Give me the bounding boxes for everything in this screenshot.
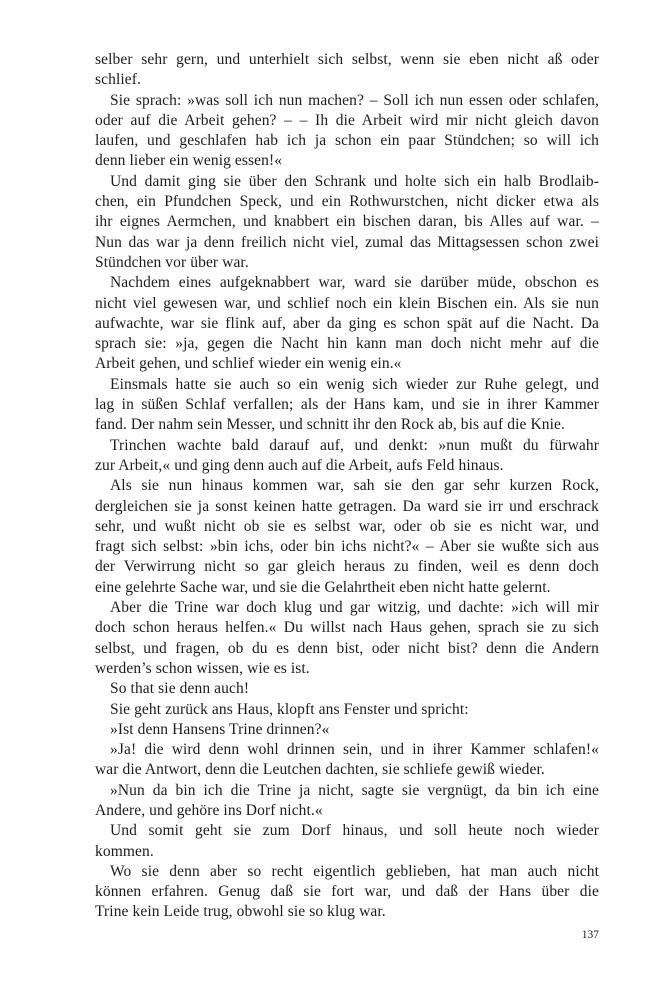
text-line: ihr eignes Aermchen, und knabbert ein bischen daran, bis Alles auf war. – <box>95 213 599 231</box>
paragraph <box>95 476 599 598</box>
paragraph <box>95 740 599 781</box>
text-line: fand. Der nahm sein Messer, und schnitt ihr den Rock ab, bis auf die Knie. <box>95 416 565 434</box>
text-line: war die Antwort, denn die Leutchen dachten, sie schliefe gewiß wieder. <box>95 761 545 779</box>
text-line: selbst, und fragen, ob du es denn bist, oder nicht bist? denn die Andern <box>95 639 599 657</box>
text-line: Aber die Trine war doch klug und gar witzig, und dachte: »ich will mir <box>110 599 599 617</box>
paragraph <box>95 172 599 273</box>
paragraph <box>95 375 599 436</box>
text-line: Sie sprach: »was soll ich nun machen? – Soll ich nun essen oder schlafen, <box>110 91 599 109</box>
paragraph <box>95 679 599 699</box>
paragraph <box>95 50 599 91</box>
text-line: Trine kein Leide trug, obwohl sie so klug war. <box>95 903 386 921</box>
text-line: Nun das war ja denn freilich nicht viel, zumal das Mittagsessen schon zwei <box>95 233 599 251</box>
text-line: sehr, und wußt nicht ob sie es selbst war, oder ob sie es nicht war, und <box>95 517 599 535</box>
text-line: dergleichen sie ja sonst keinen hatte getragen. Da ward sie irr und erschrack <box>95 497 599 515</box>
text-line: kommen. <box>95 842 154 860</box>
paragraph <box>95 720 599 740</box>
text-line: schlief. <box>95 71 141 89</box>
text-line: Sie geht zurück ans Haus, klopft ans Fenster und spricht: <box>110 700 469 718</box>
text-line: Nachdem eines aufgeknabbert war, ward sie darüber müde, obschon es <box>110 274 599 292</box>
paragraph <box>95 598 599 679</box>
text-line: eine gelehrte Sache war, und sie die Gelahrtheit eben nicht hatte gelernt. <box>95 578 551 596</box>
paragraph <box>95 862 599 923</box>
text-line: Trinchen wachte bald darauf auf, und denkt: »nun mußt du fürwahr <box>110 436 599 454</box>
text-line: »Ist denn Hansens Trine drinnen?« <box>110 720 330 738</box>
text-line: Einsmals hatte sie auch so ein wenig sich wieder zur Ruhe gelegt, und <box>110 375 599 393</box>
text-line: laufen, und geschlafen hab ich ja schon ein paar Stündchen; so will ich <box>95 132 599 150</box>
page-text <box>95 50 599 923</box>
text-line: Und damit ging sie über den Schrank und holte sich ein halb Brodlaib- <box>110 172 599 190</box>
text-line: aufwachte, war sie flink auf, aber da ging es schon spät auf die Nacht. Da <box>95 314 599 332</box>
text-line: Und somit geht sie zum Dorf hinaus, und soll heute noch wieder <box>110 822 599 840</box>
page-number: 137 <box>581 929 599 941</box>
text-line: Wo sie denn aber so recht eigentlich geblieben, hat man auch nicht <box>110 862 599 880</box>
text-line: »Ja! die wird denn wohl drinnen sein, und in ihrer Kammer schlafen!« <box>110 741 599 759</box>
text-line: können erfahren. Genug daß sie fort war, und daß der Hans über die <box>95 883 599 901</box>
paragraph <box>95 436 599 477</box>
text-line: zur Arbeit,« und ging denn auch auf die Arbeit, aufs Feld hinaus. <box>95 456 504 474</box>
text-line: »Nun da bin ich die Trine ja nicht, sagte sie vergnügt, da bin ich eine <box>110 781 599 799</box>
paragraph <box>95 821 599 862</box>
paragraph <box>95 781 599 822</box>
paragraph <box>95 91 599 172</box>
text-line: doch schon heraus helfen.« Du willst nach Haus gehen, sprach sie zu sich <box>95 619 599 637</box>
text-line: Als sie nun hinaus kommen war, sah sie den gar sehr kurzen Rock, <box>110 477 599 495</box>
text-line: fragt sich selbst: »bin ichs, oder bin ichs nicht?« – Aber sie wußte sich aus <box>95 538 599 556</box>
text-line: chen, ein Pfundchen Speck, und ein Rothwurstchen, nicht dicker etwa als <box>95 193 599 211</box>
text-line: oder auf die Arbeit gehen? – – Ih die Arbeit wird mir nicht gleich davon <box>95 111 599 129</box>
text-line: So that sie denn auch! <box>110 680 250 698</box>
text-line: nicht viel gewesen war, und schlief noch ein klein Bischen ein. Als sie nun <box>95 294 599 312</box>
text-line: werden’s schon wissen, wie es ist. <box>95 659 310 677</box>
paragraph <box>95 700 599 720</box>
text-line: der Verwirrung nicht so gar gleich heraus zu finden, weil es denn doch <box>95 558 599 576</box>
text-line: Andere, und gehöre ins Dorf nicht.« <box>95 801 323 819</box>
text-line: denn lieber ein wenig essen!« <box>95 152 283 170</box>
text-line: Arbeit gehen, und schlief wieder ein wenig ein.« <box>95 355 402 373</box>
text-line: lag in süßen Schlaf verfallen; als der Hans kam, und sie in ihrer Kammer <box>95 396 599 414</box>
text-line: Stündchen vor über war. <box>95 253 249 271</box>
text-line: sprach sie: »ja, gegen die Nacht hin kann man doch nicht mehr auf die <box>95 335 599 353</box>
paragraph <box>95 273 599 374</box>
text-line: selber sehr gern, und unterhielt sich selbst, wenn sie eben nicht aß oder <box>95 51 599 68</box>
